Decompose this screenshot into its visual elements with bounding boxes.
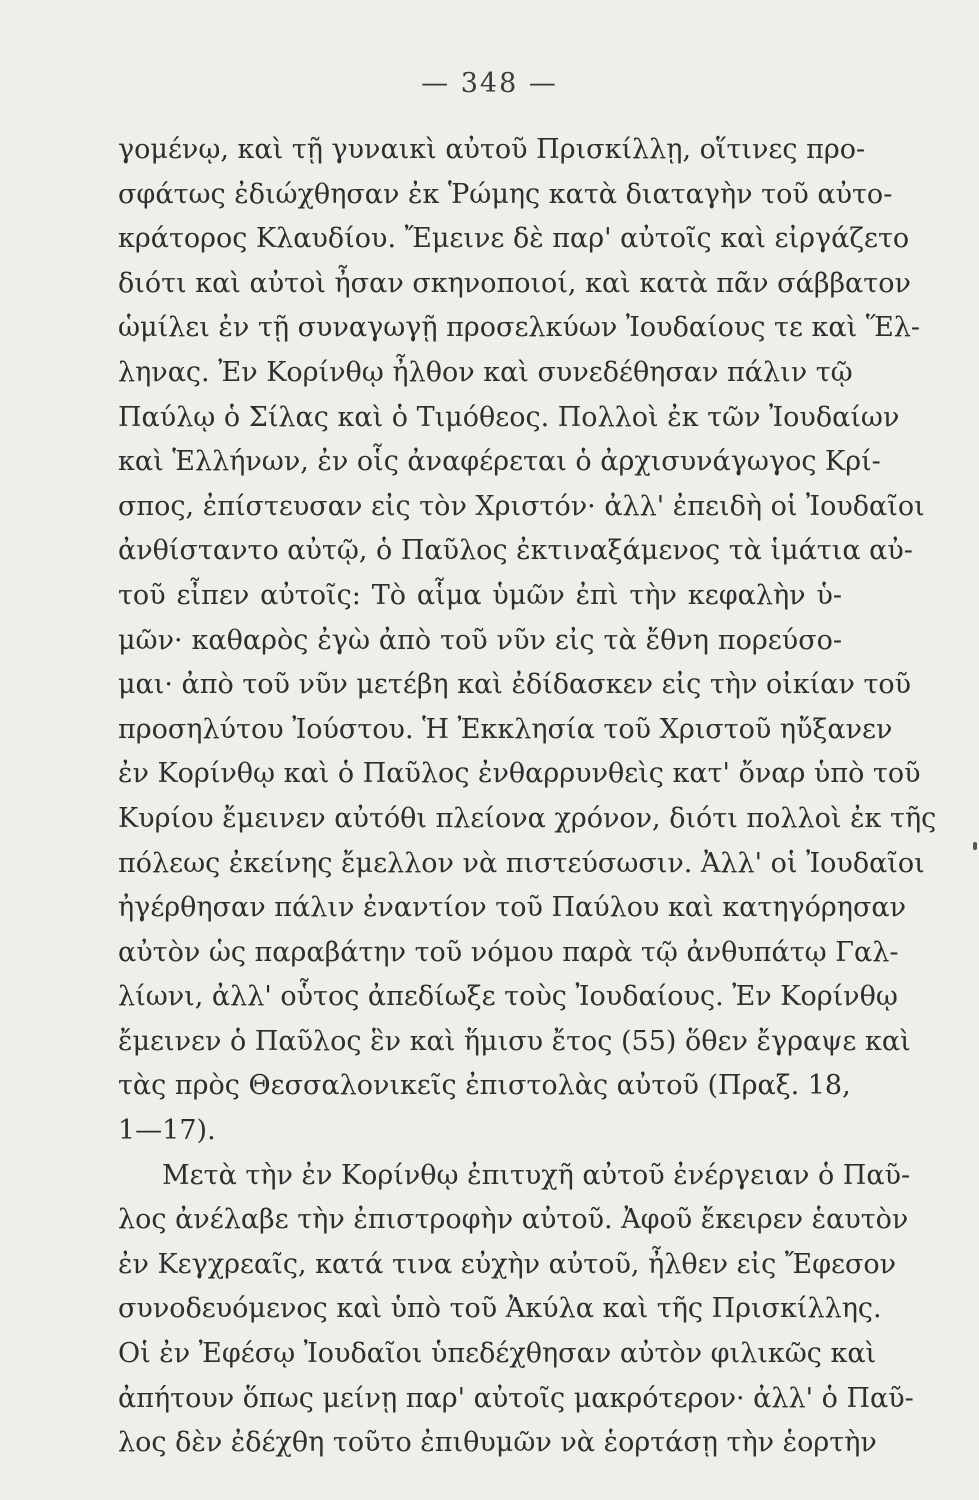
text-line: ληνας. Ἐν Κορίνθῳ ἦλθον καὶ συνεδέθησαν πάλιν τῷ [118,356,853,388]
text-line: προσηλύτου Ἰούστου. Ἡ Ἐκκλησία τοῦ Χριστοῦ ηὔξανεν [118,713,893,745]
text-line: Παύλῳ ὁ Σίλας καὶ ὁ Τιμόθεος. Πολλοὶ ἐκ τῶν Ἰουδαίων [118,401,900,433]
text-line: γομένῳ, καὶ τῇ γυναικὶ αὐτοῦ Πρισκίλλῃ, οἵτινες προ- [118,134,866,165]
text-line: πόλεως ἐκείνης ἔμελλον νὰ πιστεύσωσιν. Ἀλλ' οἱ Ἰουδαῖοι [118,847,925,879]
text-line: σπος, ἐπίστευσαν εἰς τὸν Χριστόν· ἀλλ' ἐπειδὴ οἱ Ἰουδαῖοι [118,490,925,522]
text-line: ἀνθίσταντο αὐτῷ, ὁ Παῦλος ἐκτιναξάμενος τὰ ἱμάτια αὐ- [118,535,913,567]
page-number: — 348 — [421,68,558,99]
text-line: ἐν Κεγχρεαῖς, κατά τινα εὐχὴν αὐτοῦ, ἦλθεν εἰς Ἔφεσον [118,1248,897,1280]
text-line: κράτορος Κλαυδίου. Ἔμεινε δὲ παρ' αὐτοῖς καὶ εἰργάζετο [118,223,910,255]
text-line: ἐν Κορίνθῳ καὶ ὁ Παῦλος ἐνθαρρυνθεὶς κατ' ὄναρ ὑπὸ τοῦ [118,758,921,790]
text-line: Οἱ ἐν Ἐφέσῳ Ἰουδαῖοι ὑπεδέχθησαν αὐτὸν φιλικῶς καὶ [118,1338,877,1370]
text-line: μῶν· καθαρὸς ἐγὼ ἀπὸ τοῦ νῦν εἰς τὰ ἔθνη πορεύσο- [118,624,842,656]
text-line: καὶ Ἑλλήνων, ἐν οἷς ἀναφέρεται ὁ ἀρχισυνάγωγος Κρί- [118,446,881,478]
text-line: λος δὲν ἐδέχθη τοῦτο ἐπιθυμῶν νὰ ἑορτάσῃ τὴν ἑορτὴν [118,1427,877,1459]
text-line: ἠγέρθησαν πάλιν ἐναντίον τοῦ Παύλου καὶ κατηγόρησαν [118,892,907,924]
text-line: ἀπήτουν ὅπως μείνῃ παρ' αὐτοῖς μακρότερον· ἀλλ' ὁ Παῦ- [118,1382,914,1414]
text-line: διότι καὶ αὐτοὶ ἦσαν σκηνοποιοί, καὶ κατὰ πᾶν σάββατον [118,267,911,299]
text-line: ὡμίλει ἐν τῇ συναγωγῇ προσελκύων Ἰουδαίους τε καὶ Ἕλ- [118,312,920,344]
text-line: μαι· ἀπὸ τοῦ νῦν μετέβη καὶ ἐδίδασκεν εἰς τὴν οἰκίαν τοῦ [118,669,912,701]
text-line: ἔμεινεν ὁ Παῦλος ἓν καὶ ἥμισυ ἔτος (55) ὅθεν ἔγραψε καὶ [118,1025,911,1057]
text-line: λίωνι, ἀλλ' οὗτος ἀπεδίωξε τοὺς Ἰουδαίους. Ἐν Κορίνθῳ [118,981,898,1013]
paragraph-2 [118,1154,914,1466]
page-text [118,128,937,1466]
text-line: αὐτὸν ὡς παραβάτην τοῦ νόμου παρὰ τῷ ἀνθυπάτῳ Γαλ- [118,936,899,968]
paper-speck [973,842,977,850]
text-line: σφάτως ἐδιώχθησαν ἐκ Ῥώμης κατὰ διαταγὴν τοῦ αὐτο- [118,178,893,210]
paragraph-1 [118,128,937,1154]
text-line: Κυρίου ἔμεινεν αὐτόθι πλείονα χρόνον, διότι πολλοὶ ἐκ τῆς [118,802,937,834]
text-line: 1—17). [118,1115,216,1147]
text-line: Μετὰ τὴν ἐν Κορίνθῳ ἐπιτυχῆ αὐτοῦ ἐνέργειαν ὁ Παῦ- [162,1159,911,1191]
text-line: συνοδευόμενος καὶ ὑπὸ τοῦ Ἀκύλα καὶ τῆς Πρισκίλλης. [118,1293,882,1325]
text-line: τοῦ εἶπεν αὐτοῖς: Τὸ αἷμα ὑμῶν ἐπὶ τὴν κεφαλὴν ὑ- [118,579,842,611]
text-line: λος ἀνέλαβε τὴν ἐπιστροφὴν αὐτοῦ. Ἀφοῦ ἔκειρεν ἑαυτὸν [118,1204,909,1236]
text-line: τὰς πρὸς Θεσσαλονικεῖς ἐπιστολὰς αὐτοῦ (Πραξ. 18, [118,1070,851,1102]
